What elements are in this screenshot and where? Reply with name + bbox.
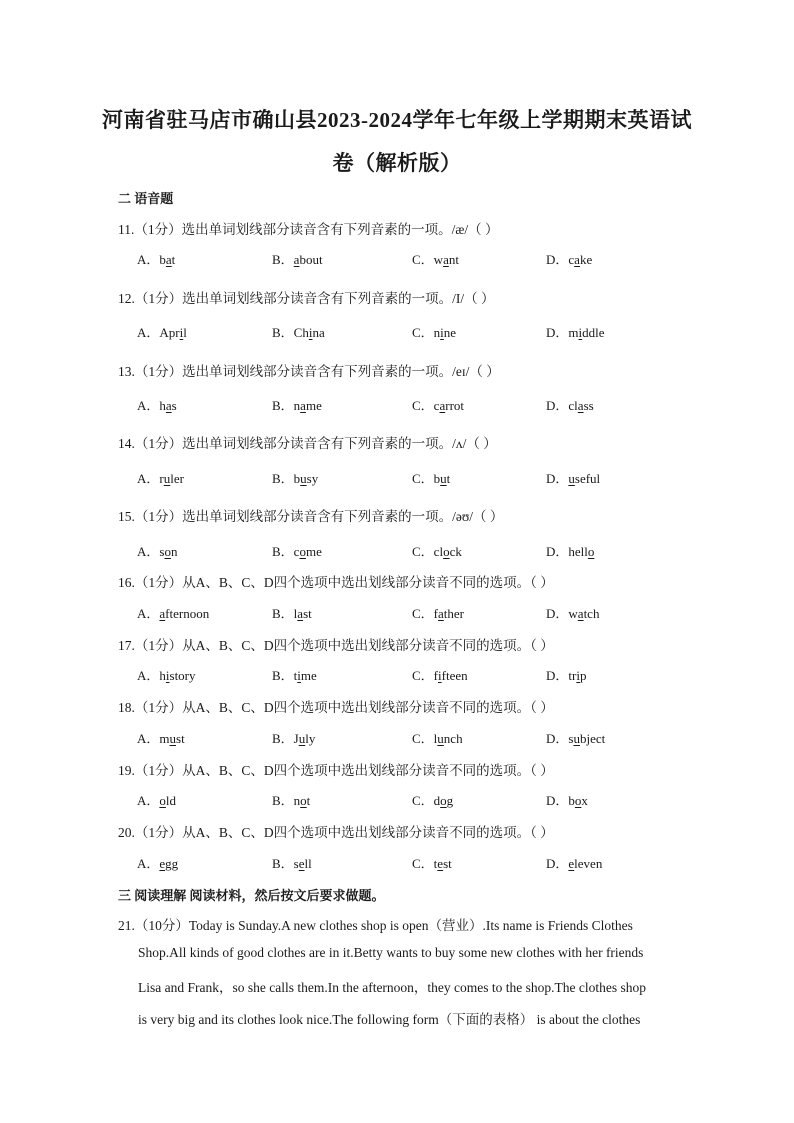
answer-option [412,541,462,560]
word-part: nt [448,252,459,267]
answer-option [546,322,605,341]
option-letter: C． [412,252,434,267]
option-letter: C． [412,731,434,746]
answer-option [272,395,322,414]
answer-option [272,665,317,684]
underlined-letters: o [299,544,306,559]
word-part: na [312,325,325,340]
question-stem: 14.（1分）选出单词划线部分读音含有下列音素的一项。/ʌ/（ ） [118,436,497,451]
word-part: me [305,398,322,413]
underlined-letters: o [443,544,450,559]
word-part: l [433,731,438,746]
question-stem: 19.（1分）从A、B、C、D四个选项中选出划线部分读音不同的选项。（ ） [118,763,554,778]
answer-option [546,853,602,872]
word-part: sy [306,471,319,486]
word-part: ld [165,793,177,808]
answer-option [546,790,588,809]
answer-option [137,468,184,487]
word-part: gg [165,856,179,871]
word-part: x [581,793,588,808]
word-part: m [159,731,170,746]
option-letter: A． [137,668,160,683]
answer-option [546,603,599,622]
question-stem: 17.（1分）从A、B、C、D四个选项中选出划线部分读音不同的选项。（ ） [118,638,554,653]
option-letter: D． [546,606,569,621]
word-part: rrot [445,398,465,413]
word-part: b [159,252,166,267]
underlined-letters: a [438,606,444,621]
word-part: J [293,731,299,746]
underlined-letters: i [297,668,301,683]
answer-option [412,249,459,268]
word-part: n [170,544,178,559]
underlined-letters: o [574,793,582,808]
underlined-letters: a [300,398,306,413]
option-letter: D． [546,325,569,340]
word-part: bject [579,731,606,746]
underlined-letters: a [165,252,172,267]
underlined-letters: i [576,668,580,683]
underlined-letters: u [300,471,307,486]
underlined-letters: a [443,252,449,267]
document-title-line1: 河南省驻马店市确山县2023-2024学年七年级上学期期末英语试 [102,108,692,132]
option-letter: D． [546,252,569,267]
answer-option [272,853,312,872]
option-letter: D． [546,471,569,486]
option-letter: C． [412,668,434,683]
option-letter: B． [272,606,294,621]
option-letter: B． [272,793,294,808]
answer-option [546,468,600,487]
underlined-letters: o [159,793,166,808]
word-part: n [433,325,441,340]
word-part: hell [568,544,588,559]
word-part: t [306,793,311,808]
option-letter: B． [272,731,294,746]
answer-option [272,790,310,809]
word-part: ss [583,398,594,413]
underlined-letters: i [440,325,444,340]
answer-option [137,665,196,684]
option-letter: C． [412,606,434,621]
underlined-letters: u [163,471,171,486]
option-letter: A． [137,252,160,267]
option-letter: A． [137,325,160,340]
word-part: n [293,398,301,413]
word-part: m [568,325,579,340]
word-part: ck [449,544,462,559]
word-part: tch [583,606,600,621]
answer-option [546,665,586,684]
word-part: f [433,668,439,683]
answer-option [412,395,464,414]
passage-line: is very big and its clothes look nice.The following form（下面的表格） is about the clothes [138,1012,641,1027]
answer-option [412,790,453,809]
question-stem: 15.（1分）选出单词划线部分读音含有下列音素的一项。/əʊ/（ ） [118,509,504,524]
word-part: s [293,856,299,871]
answer-option [137,249,175,268]
word-part: l [183,325,187,340]
word-part: c [293,544,300,559]
word-part: st [443,856,452,871]
answer-option [546,728,605,747]
word-part: s [568,731,574,746]
option-letter: B． [272,668,294,683]
underlined-letters: u [568,471,575,486]
underlined-letters: a [293,252,300,267]
word-part: Apr [159,325,180,340]
word-part: ly [305,731,316,746]
option-letter: A． [137,544,160,559]
option-letter: D． [546,668,569,683]
option-letter: A． [137,398,160,413]
option-letter: C． [412,856,434,871]
option-letter: D． [546,731,569,746]
word-part: ll [304,856,312,871]
answer-option [137,603,209,622]
underlined-letters: u [437,731,444,746]
word-part: me [305,544,322,559]
underlined-letters: a [577,398,584,413]
answer-option [272,322,325,341]
answer-option [272,603,312,622]
question-stem: 16.（1分）从A、B、C、D四个选项中选出划线部分读音不同的选项。（ ） [118,575,554,590]
word-part: n [293,793,301,808]
underlined-letters: a [439,398,446,413]
option-letter: C． [412,793,434,808]
answer-option [546,395,594,414]
word-part: ler [170,471,184,486]
option-letter: C． [412,398,434,413]
section-heading-phonetics: 二 语音题 [118,191,174,206]
option-letter: D． [546,793,569,808]
word-part: fteen [441,668,468,683]
option-letter: B． [272,471,294,486]
answer-option [412,603,464,622]
underlined-letters: i [438,668,442,683]
underlined-letters: o [300,793,307,808]
answer-option [412,665,468,684]
answer-option [412,728,463,747]
word-part: cl [568,398,578,413]
answer-option [412,322,456,341]
section-heading-reading: 三 阅读理解 阅读材料，然后按文后要求做题。 [118,888,385,903]
underlined-letters: u [169,731,177,746]
answer-option [137,541,177,560]
option-letter: C． [412,325,434,340]
option-letter: B． [272,252,294,267]
document-title-line2: 卷（解析版） [332,151,462,175]
answer-option [137,322,187,341]
word-part: fternoon [165,606,210,621]
question-stem: 18.（1分）从A、B、C、D四个选项中选出划线部分读音不同的选项。（ ） [118,700,554,715]
answer-option [137,790,176,809]
word-part: s [159,544,165,559]
question-stem: 20.（1分）从A、B、C、D四个选项中选出划线部分读音不同的选项。（ ） [118,825,554,840]
underlined-letters: u [440,471,447,486]
word-part: me [300,668,317,683]
word-part: w [568,606,578,621]
word-part: f [433,606,439,621]
underlined-letters: u [573,731,580,746]
underlined-letters: e [437,856,444,871]
option-letter: A． [137,606,160,621]
underlined-letters: a [165,398,172,413]
option-letter: A． [137,793,160,808]
word-part: ther [443,606,465,621]
word-part: bout [299,252,323,267]
underlined-letters: a [577,606,584,621]
word-part: b [433,471,441,486]
underlined-letters: e [159,856,166,871]
underlined-letters: i [165,668,170,683]
option-letter: D． [546,398,569,413]
word-part: nch [443,731,463,746]
word-part: r [159,471,164,486]
answer-option [546,249,592,268]
word-part: st [176,731,185,746]
option-letter: B． [272,325,294,340]
question-stem: 12.（1分）选出单词划线部分读音含有下列音素的一项。/I/（ ） [118,291,495,306]
answer-option [272,468,318,487]
answer-option [546,541,594,560]
word-part: st [303,606,312,621]
word-part: c [433,398,440,413]
answer-option [137,395,177,414]
word-part: c [568,252,575,267]
word-part: t [293,668,298,683]
option-letter: C． [412,471,434,486]
word-part: ddle [582,325,605,340]
word-part: Ch [293,325,309,340]
underlined-letters: e [568,856,575,871]
word-part: t [446,471,451,486]
word-part: t [433,856,438,871]
option-letter: A． [137,856,160,871]
word-part: w [433,252,444,267]
word-part: t [171,252,176,267]
word-part: h [159,668,166,683]
underlined-letters: i [179,325,184,340]
answer-option [137,728,185,747]
word-part: ke [579,252,593,267]
option-letter: D． [546,544,569,559]
option-letter: A． [137,471,160,486]
word-part: ne [443,325,457,340]
answer-option [412,853,452,872]
underlined-letters: a [574,252,580,267]
option-letter: B． [272,398,294,413]
underlined-letters: u [298,731,306,746]
question-stem: 13.（1分）选出单词划线部分读音含有下列音素的一项。/eɪ/（ ） [118,364,500,379]
word-part: p [579,668,587,683]
underlined-letters: a [297,606,304,621]
passage-line: 21.（10分）Today is Sunday.A new clothes shop is open（营业）.Its name is Friends Clothes [118,918,633,933]
answer-option [272,541,322,560]
option-letter: C． [412,544,434,559]
underlined-letters: o [587,544,595,559]
option-letter: D． [546,856,569,871]
answer-option [272,249,323,268]
option-letter: B． [272,856,294,871]
option-letter: B． [272,544,294,559]
word-part: seful [574,471,601,486]
answer-option [137,853,178,872]
passage-line: Lisa and Frank，so she calls them.In the afternoon，they comes to the shop.The clothes shop [138,980,647,995]
word-part: d [433,793,441,808]
underlined-letters: a [159,606,166,621]
answer-option [412,468,450,487]
underlined-letters: o [164,544,171,559]
word-part: h [159,398,166,413]
underlined-letters: i [308,325,313,340]
word-part: b [293,471,301,486]
word-part: leven [574,856,603,871]
option-letter: A． [137,731,160,746]
passage-line: Shop.All kinds of good clothes are in it.Betty wants to buy some new clothes with her friends [138,945,644,960]
word-part: l [293,606,298,621]
word-part: cl [433,544,444,559]
word-part: s [171,398,177,413]
word-part: story [169,668,196,683]
question-stem: 11.（1分）选出单词划线部分读音含有下列音素的一项。/æ/（ ） [118,222,499,237]
underlined-letters: e [298,856,305,871]
word-part: g [446,793,454,808]
word-part: b [568,793,575,808]
underlined-letters: o [440,793,447,808]
underlined-letters: i [578,325,583,340]
word-part: tr [568,668,577,683]
answer-option [272,728,315,747]
